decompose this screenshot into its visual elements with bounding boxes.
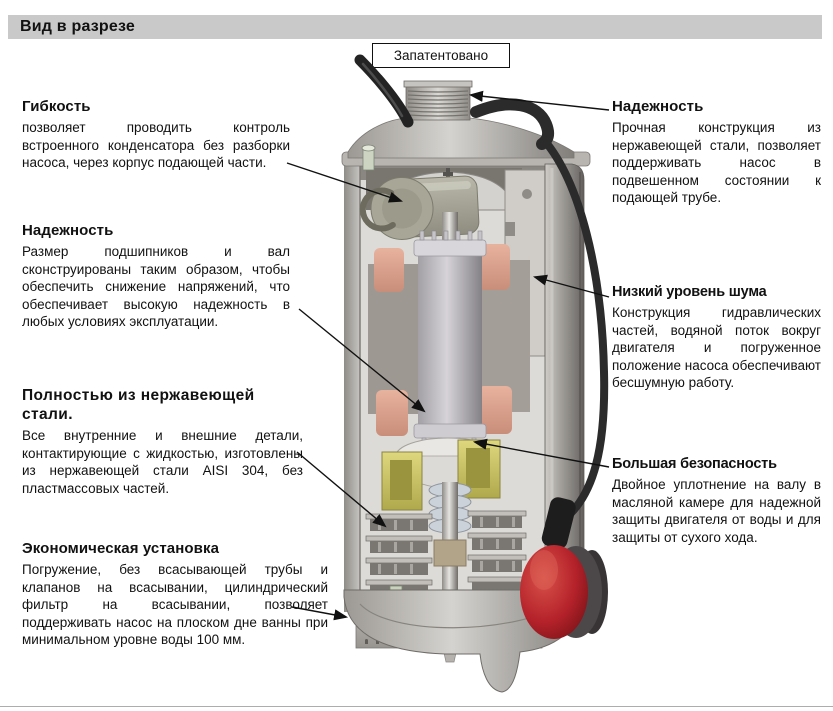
motor-winding [374, 248, 404, 292]
callout-body: Размер подшипников и вал сконструированы таким образом, чтобы обеспечить снижение напряжений, что обеспечивает высокую надежность в любых условиях эксплуатации. [22, 244, 290, 329]
callout-safety [612, 455, 821, 546]
callout-low-noise [612, 283, 821, 392]
callout-body: Погружение, без всасывающей трубы и клапанов на всасывании, цилиндрический фильтр на всасывании, позволяет поддерживать насос на плоском дне ванны при минимальном уровне воды 100 мм. [22, 562, 328, 647]
callout-body: Двойное уплотнение на валу в масляной камере для надежной защиты двигателя от воды и для защиты от сухого хода. [612, 477, 821, 545]
callout-heading: Низкий уровень шума [612, 284, 767, 300]
pump-left-wall [344, 164, 360, 612]
callout-heading: Гибкость [22, 98, 91, 115]
footer-divider [0, 706, 833, 707]
callout-body: Прочная конструкция из нержавеющей стали, позволяет поддерживать насос в подвешенном состоянии к подающей трубе. [612, 120, 821, 205]
motor-rotor [418, 248, 482, 430]
callout-economic-installation [22, 540, 328, 649]
callout-body: Все внутренние и внешние детали, контактирующие с жидкостью, изготовлены из нержавеющей стали AISI 304, без пластмассовых частей. [22, 428, 303, 496]
patent-label: Запатентовано [393, 48, 489, 63]
callout-body: Конструкция гидравлических частей, водяной поток вокруг двигателя и погруженное положение насоса обеспечивают бесшумную работу. [612, 305, 821, 390]
callout-flexibility [22, 98, 290, 172]
callout-heading: Надежность [22, 222, 114, 239]
callout-body: позволяет проводить контроль встроенного конденсатора без разборки насоса, через корпус подающей части. [22, 120, 290, 170]
pump-top-bolt [362, 145, 375, 170]
callout-reliability-left [22, 222, 290, 331]
pump-discharge-port [404, 81, 472, 120]
callout-heading: Экономическая установка [22, 540, 220, 557]
callout-stainless-steel [22, 386, 303, 497]
section-title: Вид в разрезе [20, 18, 136, 35]
callout-heading: Большая безопасность [612, 456, 777, 472]
callout-reliability-right [612, 98, 821, 207]
callout-heading: Полностью из нержавеющей стали. [22, 387, 255, 423]
section-title-bar [8, 15, 822, 39]
callout-heading: Надежность [612, 98, 704, 115]
pump-cutaway-illustration [330, 52, 620, 702]
